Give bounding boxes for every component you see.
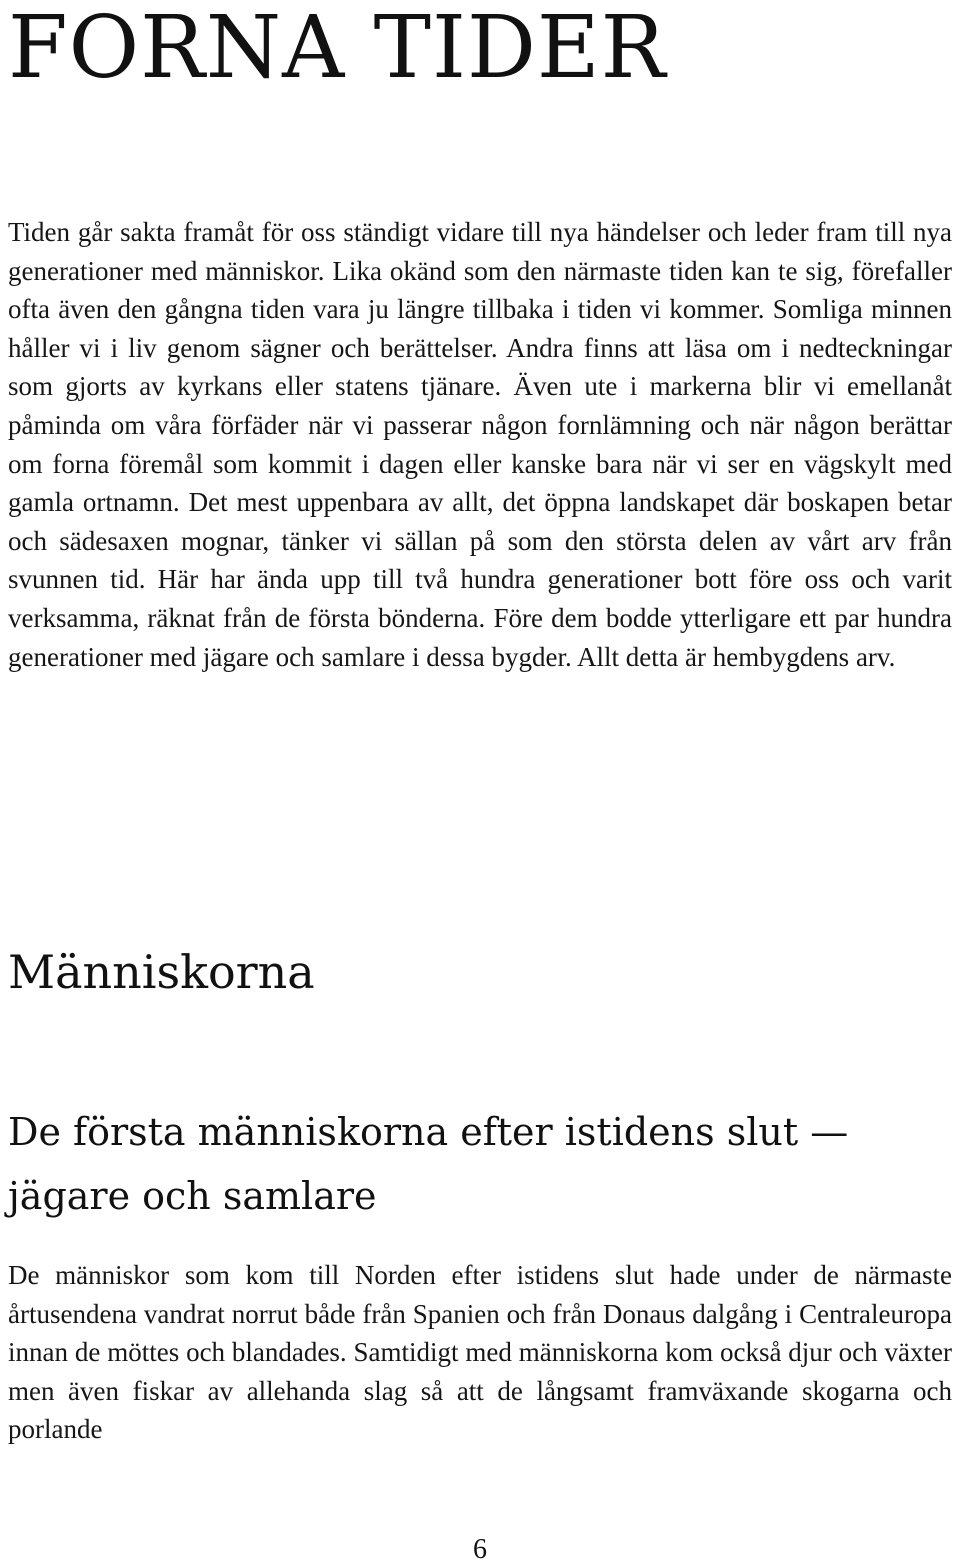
subheading xyxy=(8,1100,848,1228)
page-title: FORNA TIDER xyxy=(8,0,667,98)
page-number: 6 xyxy=(473,1534,487,1565)
subheading-line-1: De första människorna efter istidens slut — xyxy=(8,1110,849,1154)
section-heading: Människorna xyxy=(8,945,315,999)
section-paragraph: De människor som kom till Norden efter istidens slut hade under de närmaste årtusendena vandrat norrut både från Spanien och från Donaus dalgång i Centraleuropa innan de möttes och blandades. Samtidigt med människorna kom också djur och växter men även fiskar av allehanda slag så att de långsamt framväxande skogarna och porlande xyxy=(8,1260,952,1445)
intro-paragraph: Tiden går sakta framåt för oss ständigt vidare till nya händelser och leder fram till nya generationer med människor. Lika okänd som den närmaste tiden kan te sig, förefaller ofta även den gångna tiden vara ju längre tillbaka i tiden vi kommer. Somliga minnen håller vi i liv genom sägner och berättelser. Andra finns att läsa om i nedteckningar som gjorts av kyrkans eller statens tjänare. Även ute i markerna blir vi emellanåt påminda om våra förfäder när vi passerar någon fornlämning och när någon berättar om forna föremål som kommit i dagen eller kanske bara när vi ser en vägskylt med gamla ortnamn. Det mest uppenbara av allt, det öppna landskapet där boskapen betar och sädesaxen mognar, tänker vi sällan på som den största delen av vårt arv från svunnen tid. Här har ända upp till två hundra generationer bott före oss och varit verksamma, räknat från de första bönderna. Före dem bodde ytterligare ett par hundra generationer med jägare och samlare i dessa bygder. Allt detta är hembygdens arv. xyxy=(8,217,952,672)
subheading-line-2: jägare och samlare xyxy=(8,1174,377,1218)
